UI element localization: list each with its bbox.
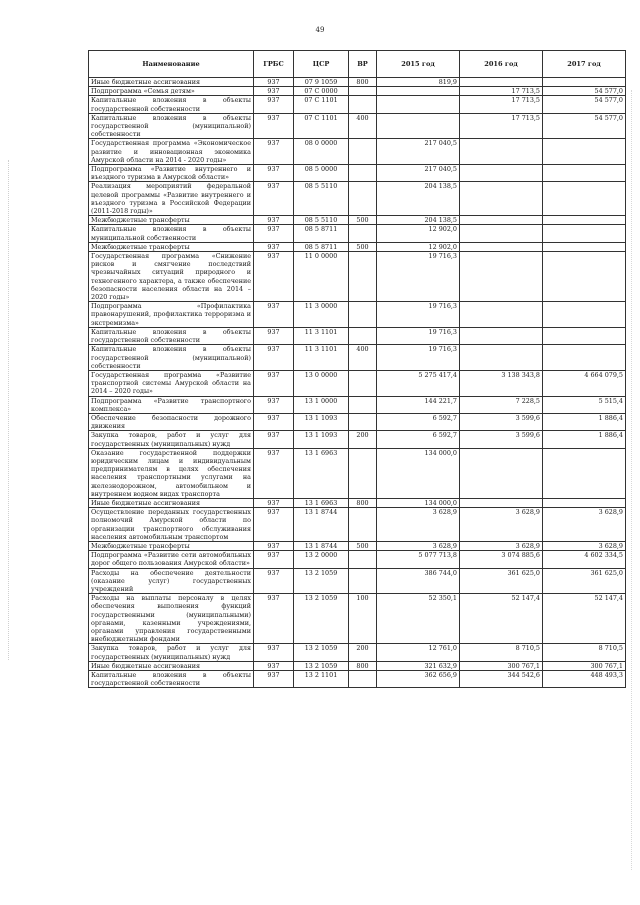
header-2016: 2016 год [460, 51, 543, 78]
row-2016 [460, 225, 543, 242]
row-grbs: 937 [254, 87, 294, 96]
row-csr: 13 2 0000 [294, 551, 349, 568]
row-name: Межбюджетные трансферты [89, 242, 254, 251]
row-vr [349, 302, 377, 328]
table-row [89, 113, 626, 139]
row-csr: 11 3 1101 [294, 327, 349, 344]
row-grbs: 937 [254, 216, 294, 225]
row-grbs: 937 [254, 252, 294, 302]
row-csr: 13 2 1059 [294, 661, 349, 670]
row-2015: 217 040,5 [377, 139, 460, 165]
table-row [89, 345, 626, 371]
row-2016 [460, 139, 543, 165]
row-name: Капитальные вложения в объекты государственной собственности [89, 671, 254, 688]
row-csr: 08 0 0000 [294, 139, 349, 165]
row-csr: 08 5 8711 [294, 225, 349, 242]
row-2017 [543, 252, 626, 302]
row-2017 [543, 345, 626, 371]
row-2016 [460, 182, 543, 216]
row-grbs: 937 [254, 182, 294, 216]
row-csr: 08 5 5110 [294, 182, 349, 216]
row-2016 [460, 165, 543, 182]
row-vr: 400 [349, 113, 377, 139]
row-name: Иные бюджетные ассигнования [89, 498, 254, 507]
row-name: Оказание государственной поддержки юридическим лицам и индивидуальным предпринимателям в целях обеспечения населения транспортными услугами на железнодорожном, автомобильном и внутреннем водном видах транспорта [89, 448, 254, 498]
row-2017: 361 625,0 [543, 568, 626, 594]
row-2015: 52 350,1 [377, 594, 460, 644]
row-2016: 3 138 343,8 [460, 370, 543, 396]
row-grbs: 937 [254, 448, 294, 498]
row-vr [349, 508, 377, 542]
row-vr [349, 396, 377, 413]
row-csr: 13 2 1059 [294, 568, 349, 594]
row-name: Капитальные вложения в объекты государственной (муниципальной) собственности [89, 113, 254, 139]
table-row [89, 413, 626, 430]
row-csr: 08 5 5110 [294, 216, 349, 225]
row-vr [349, 225, 377, 242]
row-grbs: 937 [254, 498, 294, 507]
row-2016 [460, 242, 543, 251]
row-2015: 217 040,5 [377, 165, 460, 182]
row-2016: 17 713,5 [460, 87, 543, 96]
row-grbs: 937 [254, 644, 294, 661]
table-row [89, 242, 626, 251]
row-2016: 3 599,6 [460, 413, 543, 430]
row-2015: 12 902,0 [377, 242, 460, 251]
row-2016: 8 710,5 [460, 644, 543, 661]
budget-table [88, 50, 626, 688]
row-csr: 08 5 8711 [294, 242, 349, 251]
row-2017 [543, 182, 626, 216]
row-vr [349, 568, 377, 594]
row-vr: 800 [349, 78, 377, 87]
row-csr: 07 С 1101 [294, 113, 349, 139]
row-vr [349, 87, 377, 96]
row-csr: 11 0 0000 [294, 252, 349, 302]
row-2016: 17 713,5 [460, 113, 543, 139]
row-name: Расходы на обеспечение деятельности (оказание услуг) государственных учреждений [89, 568, 254, 594]
row-2017 [543, 498, 626, 507]
row-2016 [460, 216, 543, 225]
table-row [89, 541, 626, 550]
row-vr [349, 252, 377, 302]
table-row [89, 327, 626, 344]
row-name: Подпрограмма «Развитие сети автомобильных дорог общего пользования Амурской области» [89, 551, 254, 568]
row-name: Капитальные вложения в объекты государственной собственности [89, 96, 254, 113]
row-csr: 13 1 6963 [294, 498, 349, 507]
row-2015 [377, 96, 460, 113]
row-name: Подпрограмма «Профилактика правонарушений, профилактика терроризма и экстремизма» [89, 302, 254, 328]
table-row [89, 225, 626, 242]
row-vr: 200 [349, 644, 377, 661]
table-header-row [89, 51, 626, 78]
table-row [89, 96, 626, 113]
row-vr: 500 [349, 216, 377, 225]
row-name: Капитальные вложения в объекты государственной (муниципальной) собственности [89, 345, 254, 371]
row-2015: 5 077 713,8 [377, 551, 460, 568]
table-row [89, 396, 626, 413]
row-2017 [543, 165, 626, 182]
row-vr: 100 [349, 594, 377, 644]
row-2015: 12 902,0 [377, 225, 460, 242]
row-2015: 134 000,0 [377, 448, 460, 498]
header-name: Наименование [89, 51, 254, 78]
row-2015: 12 761,0 [377, 644, 460, 661]
row-2017: 448 493,3 [543, 671, 626, 688]
row-2015: 321 632,9 [377, 661, 460, 670]
page-number: 49 [315, 26, 325, 34]
row-vr [349, 448, 377, 498]
row-name: Осуществление переданных государственных полномочий Амурской области по организации транспортного обслуживания населения автомобильным транспортом [89, 508, 254, 542]
row-name: Межбюджетные трансферты [89, 216, 254, 225]
row-grbs: 937 [254, 431, 294, 448]
row-2016: 344 542,6 [460, 671, 543, 688]
row-2017 [543, 225, 626, 242]
row-grbs: 937 [254, 568, 294, 594]
row-2016: 7 228,5 [460, 396, 543, 413]
scan-edge-marks-right [631, 90, 634, 870]
row-2016: 3 628,9 [460, 508, 543, 542]
row-name: Расходы на выплаты персоналу в целях обеспечения выполнения функций государственными (муниципальными) органами, казенными учреждениями, органами управления государственными внебюджетными фондами [89, 594, 254, 644]
row-grbs: 937 [254, 139, 294, 165]
row-2017 [543, 216, 626, 225]
header-csr: ЦСР [294, 51, 349, 78]
row-csr: 13 2 1101 [294, 671, 349, 688]
row-grbs: 937 [254, 671, 294, 688]
row-grbs: 937 [254, 327, 294, 344]
row-grbs: 937 [254, 113, 294, 139]
row-vr [349, 165, 377, 182]
row-2017 [543, 448, 626, 498]
row-2017 [543, 302, 626, 328]
row-2016 [460, 302, 543, 328]
row-2015: 204 138,5 [377, 216, 460, 225]
row-2015 [377, 87, 460, 96]
table-row [89, 165, 626, 182]
table-row [89, 661, 626, 670]
table-row [89, 139, 626, 165]
row-2016 [460, 78, 543, 87]
row-vr: 200 [349, 431, 377, 448]
row-2017: 1 886,4 [543, 413, 626, 430]
row-2015: 3 628,9 [377, 541, 460, 550]
header-2017: 2017 год [543, 51, 626, 78]
row-csr: 13 1 1093 [294, 413, 349, 430]
row-csr: 13 2 1059 [294, 644, 349, 661]
row-2015: 386 744,0 [377, 568, 460, 594]
row-2016: 3 074 885,6 [460, 551, 543, 568]
row-2015: 819,9 [377, 78, 460, 87]
row-2015: 19 716,3 [377, 302, 460, 328]
row-2015: 5 275 417,4 [377, 370, 460, 396]
row-2016 [460, 345, 543, 371]
row-2015: 19 716,3 [377, 345, 460, 371]
row-grbs: 937 [254, 541, 294, 550]
table-body [89, 78, 626, 688]
row-grbs: 937 [254, 302, 294, 328]
row-vr: 500 [349, 541, 377, 550]
row-vr [349, 139, 377, 165]
row-csr: 07 С 1101 [294, 96, 349, 113]
row-2017: 1 886,4 [543, 431, 626, 448]
table-row [89, 671, 626, 688]
row-grbs: 937 [254, 165, 294, 182]
row-2015: 3 628,9 [377, 508, 460, 542]
row-2016: 361 625,0 [460, 568, 543, 594]
row-name: Межбюджетные трансферты [89, 541, 254, 550]
row-2017: 3 628,9 [543, 508, 626, 542]
row-2017 [543, 242, 626, 251]
row-csr: 13 1 1093 [294, 431, 349, 448]
table-row [89, 182, 626, 216]
row-vr [349, 96, 377, 113]
row-2017: 52 147,4 [543, 594, 626, 644]
row-2017 [543, 78, 626, 87]
row-grbs: 937 [254, 370, 294, 396]
row-csr: 13 1 6963 [294, 448, 349, 498]
row-name: Закупка товаров, работ и услуг для государственных (муниципальных) нужд [89, 644, 254, 661]
row-name: Иные бюджетные ассигнования [89, 78, 254, 87]
row-csr: 13 1 0000 [294, 396, 349, 413]
row-2015: 6 592,7 [377, 431, 460, 448]
row-csr: 13 1 8744 [294, 541, 349, 550]
row-name: Подпрограмма «Развитие транспортного комплекса» [89, 396, 254, 413]
row-csr: 07 9 1059 [294, 78, 349, 87]
row-name: Реализация мероприятий федеральной целевой программы «Развитие внутреннего и въездного туризма в Российской Федерации (2011-2018 годы)» [89, 182, 254, 216]
row-grbs: 937 [254, 413, 294, 430]
row-2017: 8 710,5 [543, 644, 626, 661]
row-csr: 08 5 0000 [294, 165, 349, 182]
row-vr: 400 [349, 345, 377, 371]
row-2016 [460, 252, 543, 302]
row-name: Государственная программа «Развитие транспортной системы Амурской области на 2014 – 2020 годы» [89, 370, 254, 396]
row-2015: 134 000,0 [377, 498, 460, 507]
row-2017: 5 515,4 [543, 396, 626, 413]
row-name: Капитальные вложения в объекты государственной собственности [89, 327, 254, 344]
row-vr [349, 671, 377, 688]
row-grbs: 937 [254, 345, 294, 371]
row-vr [349, 182, 377, 216]
table-row [89, 302, 626, 328]
header-vr: ВР [349, 51, 377, 78]
scan-edge-marks [8, 160, 11, 660]
table-row [89, 448, 626, 498]
header-grbs: ГРБС [254, 51, 294, 78]
row-grbs: 937 [254, 551, 294, 568]
row-grbs: 937 [254, 396, 294, 413]
table-row [89, 252, 626, 302]
row-2016 [460, 498, 543, 507]
row-grbs: 937 [254, 225, 294, 242]
row-2017: 3 628,9 [543, 541, 626, 550]
row-vr [349, 551, 377, 568]
row-2015: 144 221,7 [377, 396, 460, 413]
table-row [89, 568, 626, 594]
table-row [89, 508, 626, 542]
header-2015: 2015 год [377, 51, 460, 78]
row-grbs: 937 [254, 661, 294, 670]
row-2015 [377, 113, 460, 139]
row-2016: 17 713,5 [460, 96, 543, 113]
table-row [89, 87, 626, 96]
row-grbs: 937 [254, 242, 294, 251]
row-name: Иные бюджетные ассигнования [89, 661, 254, 670]
row-csr: 07 С 0000 [294, 87, 349, 96]
row-csr: 13 0 0000 [294, 370, 349, 396]
row-csr: 13 1 8744 [294, 508, 349, 542]
row-vr: 800 [349, 661, 377, 670]
row-2015: 19 716,3 [377, 327, 460, 344]
row-name: Государственная программа «Снижение рисков и смягчение последствий чрезвычайных ситуаций природного и техногенного характера, а также обеспечение безопасности населения области на 2014 – 2020 годы» [89, 252, 254, 302]
row-2015: 6 592,7 [377, 413, 460, 430]
row-2017: 54 577,0 [543, 96, 626, 113]
row-name: Подпрограмма «Семья детям» [89, 87, 254, 96]
table-row [89, 370, 626, 396]
table-row [89, 78, 626, 87]
row-2017 [543, 139, 626, 165]
row-2017 [543, 327, 626, 344]
row-name: Закупка товаров, работ и услуг для государственных (муниципальных) нужд [89, 431, 254, 448]
row-name: Капитальные вложения в объекты муниципальной собственности [89, 225, 254, 242]
row-name: Обеспечение безопасности дорожного движения [89, 413, 254, 430]
row-grbs: 937 [254, 96, 294, 113]
table-row [89, 644, 626, 661]
row-vr [349, 370, 377, 396]
row-2015: 362 656,9 [377, 671, 460, 688]
row-name: Государственная программа «Экономическое развитие и инновационная экономика Амурской области на 2014 - 2020 годы» [89, 139, 254, 165]
row-2017: 54 577,0 [543, 87, 626, 96]
table-row [89, 431, 626, 448]
row-name: Подпрограмма «Развитие внутреннего и въездного туризма в Амурской области» [89, 165, 254, 182]
row-2017: 4 664 079,5 [543, 370, 626, 396]
row-vr [349, 327, 377, 344]
row-2016: 3 599,6 [460, 431, 543, 448]
table-row [89, 498, 626, 507]
row-2016: 300 767,1 [460, 661, 543, 670]
row-2017: 4 602 334,5 [543, 551, 626, 568]
row-2016 [460, 327, 543, 344]
row-2017: 300 767,1 [543, 661, 626, 670]
row-grbs: 937 [254, 78, 294, 87]
row-vr [349, 413, 377, 430]
row-csr: 13 2 1059 [294, 594, 349, 644]
row-2017: 54 577,0 [543, 113, 626, 139]
row-grbs: 937 [254, 594, 294, 644]
row-2016 [460, 448, 543, 498]
row-grbs: 937 [254, 508, 294, 542]
row-csr: 11 3 1101 [294, 345, 349, 371]
table-row [89, 216, 626, 225]
row-2015: 204 138,5 [377, 182, 460, 216]
row-2015: 19 716,3 [377, 252, 460, 302]
row-vr: 800 [349, 498, 377, 507]
row-2016: 3 628,9 [460, 541, 543, 550]
row-2016: 52 147,4 [460, 594, 543, 644]
table-row [89, 594, 626, 644]
row-vr: 500 [349, 242, 377, 251]
row-csr: 11 3 0000 [294, 302, 349, 328]
table-row [89, 551, 626, 568]
